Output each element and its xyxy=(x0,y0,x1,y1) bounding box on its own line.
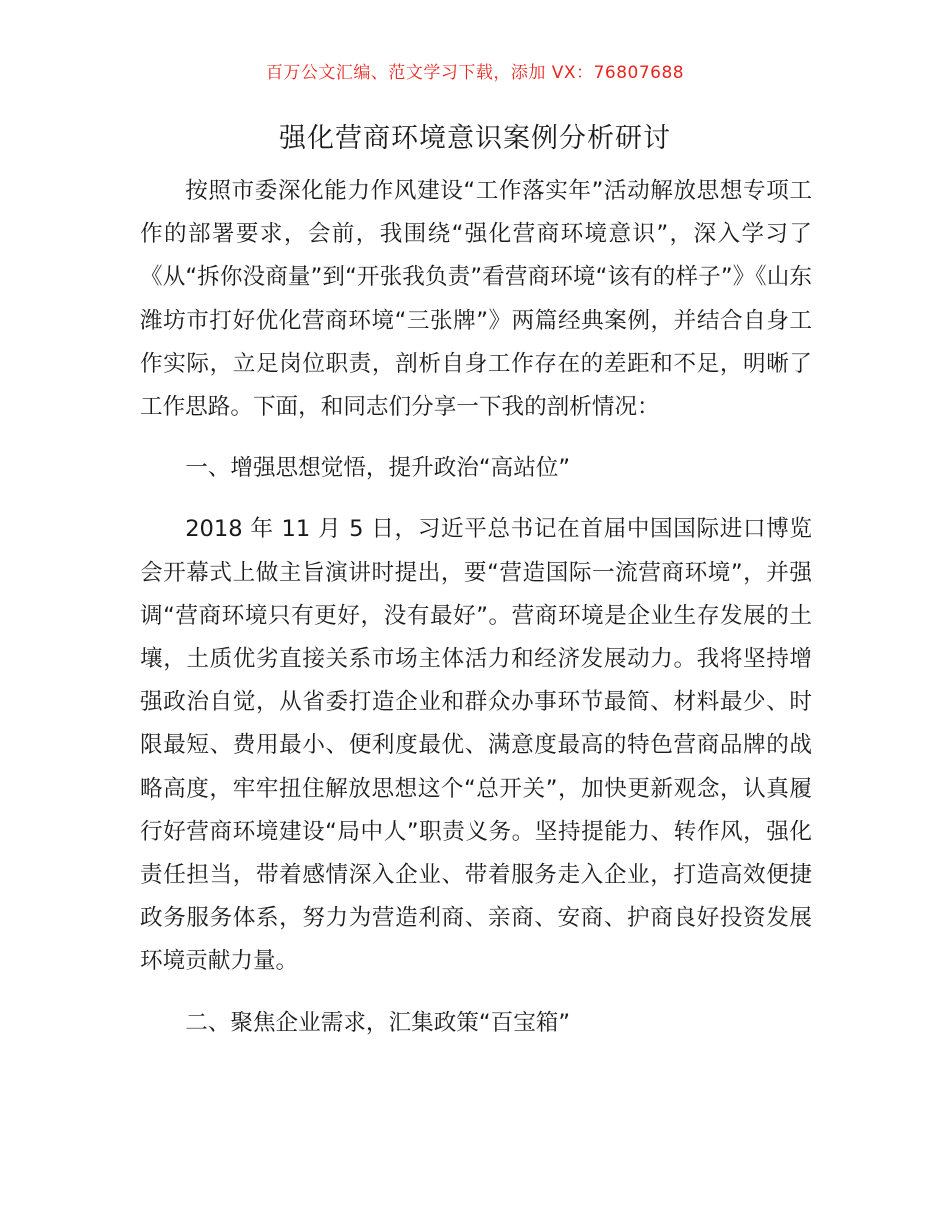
document-body xyxy=(140,170,812,1045)
page-title: 强化营商环境意识案例分析研讨 xyxy=(279,123,671,154)
section-2-heading: 二、聚焦企业需求，汇集政策“百宝箱” xyxy=(185,1009,571,1036)
section-1-paragraph: 2018 年 11 月 5 日，习近平总书记在首届中国国际进口博览会开幕式上做主旨演讲时提出，要“营造国际一流营商环境”，并强调“营商环境只有更好，没有最好”。营商环境是企业生存发展的土壤，土质优劣直接关系市场主体活力和经济发展动力。我将坚持增强政治自觉，从省委打造企业和群众办事环节最简、材料最少、时限最短、费用最小、便利度最优、满意度最高的特色营商品牌的战略高度，牢牢扭住解放思想这个“总开关”，加快更新观念，认真履行好营商环境建设“局中人”职责义务。坚持提能力、转作风，强化责任担当，带着感情深入企业、带着服务走入企业，打造高效便捷政务服务体系，努力为营造利商、亲商、安商、护商良好投资发展环境贡献力量。 xyxy=(140,516,812,975)
section-1-heading: 一、增强思想觉悟，提升政治“高站位” xyxy=(185,455,571,482)
intro-paragraph: 按照市委深化能力作风建设“工作落实年”活动解放思想专项工作的部署要求，会前，我围绕“强化营商环境意识”，深入学习了《从“拆你没商量”到“开张我负责”看营商环境“该有的样子”》《山东潍坊市打好优化营商环境“三张牌”》两篇经典案例，并结合自身工作实际，立足岗位职责，剖析自身工作存在的差距和不足，明晰了工作思路。下面，和同志们分享一下我的剖析情况： xyxy=(140,178,812,421)
header-banner: 百万公文汇编、范文学习下载，添加 VX：76807688 xyxy=(265,63,685,83)
